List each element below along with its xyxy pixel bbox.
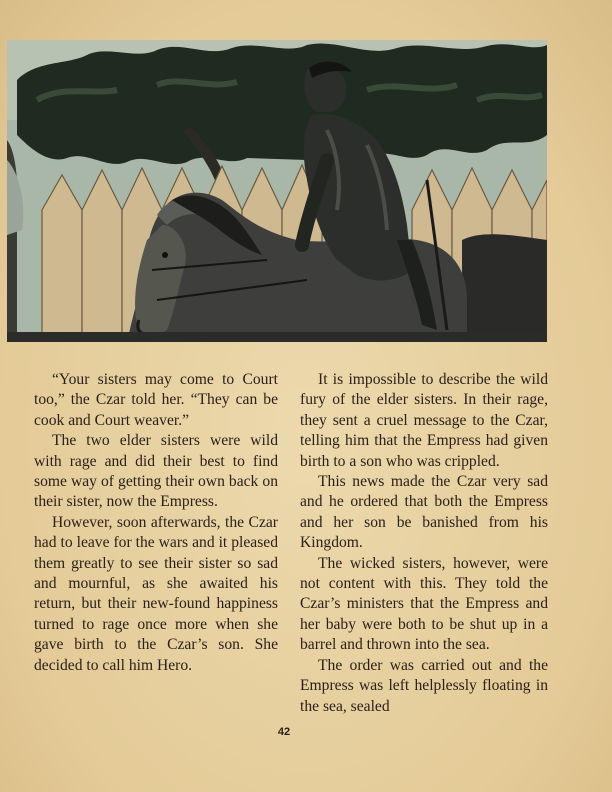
paragraph: The order was carried out and the Empress was left helplessly floating in the sea, sealed — [300, 656, 548, 715]
left-text-column — [34, 370, 278, 676]
horseman-by-fence-illustration — [7, 40, 547, 342]
paragraph: The two elder sisters were wild with rage and did their best to find some way of getting their own back on their sister, now the Empress. — [34, 432, 278, 511]
paragraph: However, soon afterwards, the Czar had to leave for the wars and it pleased them greatly to see their sister so sad and mournful, as she awaited his return, but their new-found happiness turned to rage once more when she gave birth to the Czar’s son. She decided to call him Hero. — [34, 513, 278, 674]
paragraph: This news made the Czar very sad and he ordered that both the Empress and her son be banished from his Kingdom. — [300, 473, 548, 552]
right-text-column — [300, 370, 548, 717]
paragraph: It is impossible to describe the wild fury of the elder sisters. In their rage, they sent a cruel message to the Czar, telling him that the Empress had given birth to a son who was crippled. — [300, 371, 548, 470]
paragraph: The wicked sisters, however, were not content with this. They told the Czar’s ministers that the Empress and her baby were both to be shut up in a barrel and thrown into the sea. — [300, 554, 548, 654]
paragraph: “Your sisters may come to Court too,” the Czar told her. “They can be cook and Court weaver.” — [34, 371, 278, 429]
page-number: 42 — [277, 726, 291, 738]
